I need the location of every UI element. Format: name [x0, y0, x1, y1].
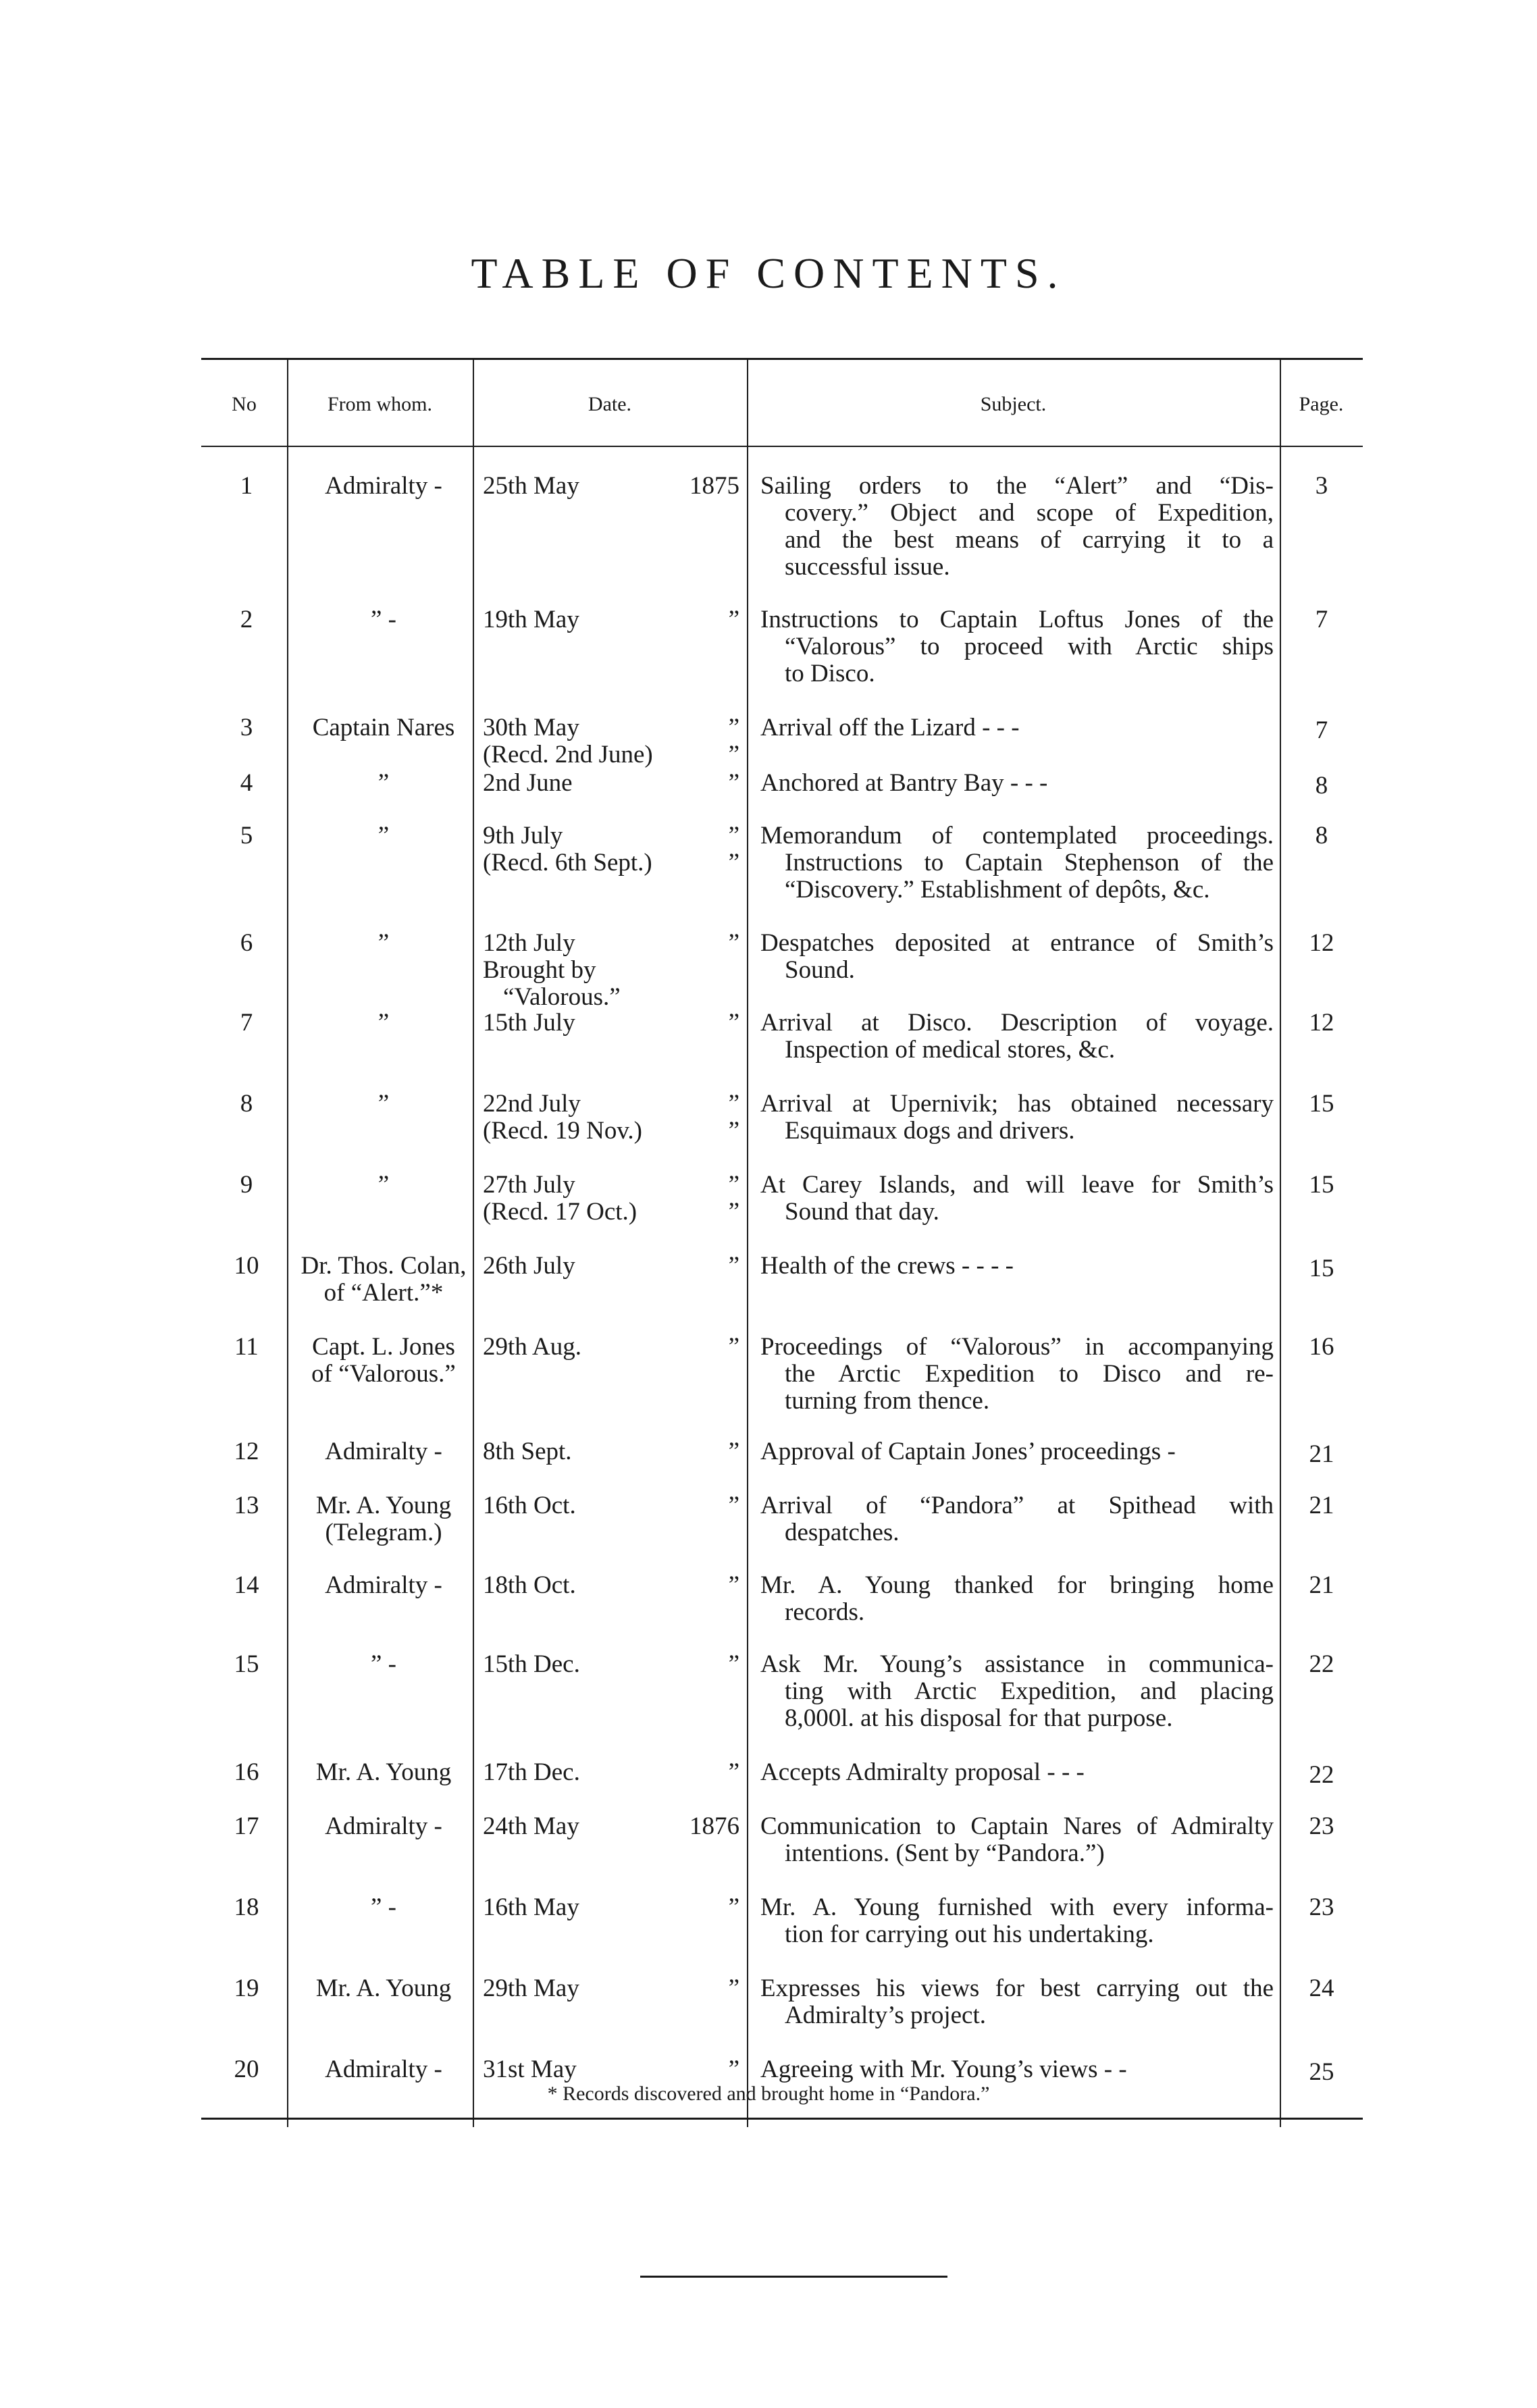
from-whom-line2: (Telegram.) — [325, 1519, 442, 1546]
entry-number: 12 — [234, 1438, 259, 1465]
column-rule — [287, 358, 288, 2127]
entry-date: 17th Dec. — [483, 1758, 580, 1786]
entry-number: 2 — [240, 606, 253, 633]
from-whom: ” — [377, 1171, 390, 1199]
entry-date: 15th July — [483, 1009, 575, 1037]
end-rule — [640, 2276, 947, 2278]
from-whom: ” — [377, 1009, 390, 1037]
entry-year: ” — [728, 929, 739, 957]
entry-number: 3 — [240, 714, 253, 741]
header-rule — [201, 446, 1363, 447]
header-no: No — [232, 393, 257, 415]
entry-date: 22nd July — [483, 1090, 581, 1118]
subject-line: Arrival of “Pandora” at Spithead with — [760, 1492, 1274, 1519]
page-number: 21 — [1309, 1571, 1334, 1599]
entry-date-line3: “Valorous.” — [503, 983, 621, 1011]
entry-date: 29th May — [483, 1974, 579, 2002]
entry-year: ” — [728, 606, 739, 633]
entry-year: 1876 — [689, 1812, 739, 1840]
entry-date: 16th May — [483, 1893, 579, 1921]
subject-line: tion for carrying out his undertaking. — [785, 1920, 1154, 1948]
entry-number: 9 — [240, 1171, 253, 1199]
from-whom: ” - — [371, 1893, 396, 1921]
subject-line: At Carey Islands, and will leave for Smith’s — [760, 1171, 1274, 1199]
from-whom: ” — [377, 822, 390, 849]
entry-year: ” — [728, 1893, 739, 1921]
page-number: 15 — [1309, 1171, 1334, 1199]
entry-year: ” — [728, 1252, 739, 1280]
page-number: 23 — [1309, 1812, 1334, 1840]
subject-line: Proceedings of “Valorous” in accompanying — [760, 1333, 1274, 1361]
page-number: 7 — [1315, 716, 1328, 744]
from-whom-line2: of “Alert.”* — [323, 1279, 444, 1307]
entry-date: 18th Oct. — [483, 1571, 576, 1599]
entry-number: 6 — [240, 929, 253, 957]
entry-year-line2: ” — [728, 741, 739, 768]
entry-number: 15 — [234, 1650, 259, 1678]
subject-line: Esquimaux dogs and drivers. — [785, 1117, 1075, 1145]
from-whom: Capt. L. Jones — [312, 1333, 455, 1361]
subject-line: Accepts Admiralty proposal - - - — [760, 1758, 1085, 1786]
page-number: 3 — [1315, 472, 1328, 500]
entry-number: 5 — [240, 822, 253, 849]
from-whom: ” — [377, 1090, 390, 1118]
subject-line: Health of the crews - - - - — [760, 1252, 1014, 1280]
entry-date-line2: Brought by — [483, 956, 596, 984]
entry-number: 16 — [234, 1758, 259, 1786]
from-whom: Captain Nares — [312, 714, 455, 741]
entry-date-line2: (Recd. 17 Oct.) — [483, 1198, 637, 1226]
from-whom: ” - — [371, 1650, 396, 1678]
subject-line: and the best means of carrying it to a — [785, 526, 1274, 554]
from-whom: ” — [377, 769, 390, 797]
from-whom: Admiralty - — [325, 1812, 442, 1840]
entry-date: 19th May — [483, 606, 579, 633]
subject-line: covery.” Object and scope of Expedition, — [785, 499, 1274, 527]
subject-line: Admiralty’s project. — [785, 2001, 986, 2029]
entry-date-line2: (Recd. 19 Nov.) — [483, 1117, 642, 1145]
subject-line: Sound that day. — [785, 1198, 939, 1226]
subject-line: “Discovery.” Establishment of depôts, &c. — [785, 876, 1210, 904]
entry-date: 25th May — [483, 472, 579, 500]
from-whom: Admiralty - — [325, 1438, 442, 1465]
subject-line: Communication to Captain Nares of Admiralty — [760, 1812, 1274, 1840]
entry-number: 14 — [234, 1571, 259, 1599]
footnote: * Records discovered and brought home in “Pandora.” — [547, 2083, 990, 2105]
entry-year: ” — [728, 2056, 739, 2083]
page-number: 22 — [1309, 1761, 1334, 1789]
entry-number: 7 — [240, 1009, 253, 1037]
header-from: From whom. — [327, 393, 432, 415]
page-number: 21 — [1309, 1492, 1334, 1519]
entry-number: 1 — [240, 472, 253, 500]
entry-date: 27th July — [483, 1171, 575, 1199]
subject-line: Mr. A. Young furnished with every informa- — [760, 1893, 1274, 1921]
entry-number: 20 — [234, 2056, 259, 2083]
header-page: Page. — [1299, 393, 1344, 415]
entry-year: ” — [728, 1650, 739, 1678]
subject-line: Approval of Captain Jones’ proceedings - — [760, 1438, 1176, 1465]
entry-date: 9th July — [483, 822, 563, 849]
entry-year: ” — [728, 714, 739, 741]
entry-date: 15th Dec. — [483, 1650, 580, 1678]
entry-number: 10 — [234, 1252, 259, 1280]
entry-year: ” — [728, 769, 739, 797]
subject-line: despatches. — [785, 1519, 900, 1546]
entry-date-line2: (Recd. 2nd June) — [483, 741, 653, 768]
page-number: 12 — [1309, 929, 1334, 957]
subject-line: Ask Mr. Young’s assistance in communica- — [760, 1650, 1274, 1678]
from-whom: Admiralty - — [325, 2056, 442, 2083]
page-number: 25 — [1309, 2058, 1334, 2086]
subject-line: the Arctic Expedition to Disco and re- — [785, 1360, 1274, 1388]
entry-year-line2: ” — [728, 1117, 739, 1145]
subject-line: 8,000l. at his disposal for that purpose. — [785, 1704, 1173, 1732]
page-number: 22 — [1309, 1650, 1334, 1678]
entry-year: ” — [728, 1974, 739, 2002]
entry-year-line2: ” — [728, 849, 739, 876]
subject-line: “Valorous” to proceed with Arctic ships — [785, 633, 1274, 660]
subject-line: Mr. A. Young thanked for bringing home — [760, 1571, 1274, 1599]
from-whom-line2: of “Valorous.” — [311, 1360, 456, 1388]
from-whom: Admiralty - — [325, 1571, 442, 1599]
entry-year-line2: ” — [728, 1198, 739, 1226]
entry-number: 19 — [234, 1974, 259, 2002]
subject-line: Instructions to Captain Stephenson of the — [785, 849, 1274, 876]
subject-line: records. — [785, 1598, 865, 1626]
entry-date: 12th July — [483, 929, 575, 957]
subject-line: to Disco. — [785, 660, 875, 687]
subject-line: intentions. (Sent by “Pandora.”) — [785, 1839, 1105, 1867]
subject-line: Inspection of medical stores, &c. — [785, 1036, 1116, 1064]
from-whom: Admiralty - — [325, 472, 442, 500]
page-number: 21 — [1309, 1440, 1334, 1468]
entry-number: 18 — [234, 1893, 259, 1921]
entry-number: 4 — [240, 769, 253, 797]
subject-line: Arrival at Upernivik; has obtained necessary — [760, 1090, 1274, 1118]
entry-date: 2nd June — [483, 769, 573, 797]
page-number: 7 — [1315, 606, 1328, 633]
subject-line: Arrival at Disco. Description of voyage. — [760, 1009, 1274, 1037]
subject-line: Expresses his views for best carrying out the — [760, 1974, 1274, 2002]
subject-line: successful issue. — [785, 553, 950, 581]
page-number: 15 — [1309, 1255, 1334, 1282]
entry-year: ” — [728, 1090, 739, 1118]
from-whom: Dr. Thos. Colan, — [301, 1252, 467, 1280]
subject-line: Despatches deposited at entrance of Smith’s — [760, 929, 1274, 957]
subject-line: Arrival off the Lizard - - - — [760, 714, 1020, 741]
page-number: 12 — [1309, 1009, 1334, 1037]
subject-line: Sound. — [785, 956, 855, 984]
from-whom: Mr. A. Young — [315, 1758, 452, 1786]
entry-number: 11 — [234, 1333, 259, 1361]
subject-line: Agreeing with Mr. Young’s views - - — [760, 2056, 1127, 2083]
from-whom: Mr. A. Young — [315, 1492, 452, 1519]
entry-date: 8th Sept. — [483, 1438, 572, 1465]
subject-line: ting with Arctic Expedition, and placing — [785, 1677, 1274, 1705]
subject-line: Anchored at Bantry Bay - - - — [760, 769, 1048, 797]
header-date: Date. — [588, 393, 632, 415]
from-whom: Mr. A. Young — [315, 1974, 452, 2002]
subject-line: Memorandum of contemplated proceedings. — [760, 822, 1274, 849]
entry-year: ” — [728, 822, 739, 849]
column-rule — [747, 358, 748, 2127]
entry-date-line2: (Recd. 6th Sept.) — [483, 849, 652, 876]
page-number: 8 — [1315, 772, 1328, 800]
entry-year: ” — [728, 1171, 739, 1199]
entry-year: ” — [728, 1438, 739, 1465]
entry-year: 1875 — [689, 472, 739, 500]
page-number: 15 — [1309, 1090, 1334, 1118]
entry-year: ” — [728, 1492, 739, 1519]
entry-date: 31st May — [483, 2056, 577, 2083]
page-title: TABLE OF CONTENTS. — [471, 249, 1066, 297]
header-subject: Subject. — [980, 393, 1047, 415]
entry-date: 16th Oct. — [483, 1492, 576, 1519]
entry-number: 17 — [234, 1812, 259, 1840]
entry-number: 13 — [234, 1492, 259, 1519]
entry-year: ” — [728, 1758, 739, 1786]
entry-year: ” — [728, 1009, 739, 1037]
subject-line: Instructions to Captain Loftus Jones of the — [760, 606, 1274, 633]
entry-year: ” — [728, 1333, 739, 1361]
page-number: 8 — [1315, 822, 1328, 849]
table-bottom-rule — [201, 2118, 1363, 2120]
entry-date: 30th May — [483, 714, 579, 741]
page-number: 24 — [1309, 1974, 1334, 2002]
entry-number: 8 — [240, 1090, 253, 1118]
page-number: 16 — [1309, 1333, 1334, 1361]
entry-year: ” — [728, 1571, 739, 1599]
subject-line: Sailing orders to the “Alert” and “Dis- — [760, 472, 1274, 500]
page-number: 23 — [1309, 1893, 1334, 1921]
entry-date: 29th Aug. — [483, 1333, 581, 1361]
from-whom: ” — [377, 929, 390, 957]
entry-date: 26th July — [483, 1252, 575, 1280]
from-whom: ” - — [371, 606, 396, 633]
entry-date: 24th May — [483, 1812, 579, 1840]
table-top-rule — [201, 358, 1363, 360]
subject-line: turning from thence. — [785, 1387, 990, 1415]
